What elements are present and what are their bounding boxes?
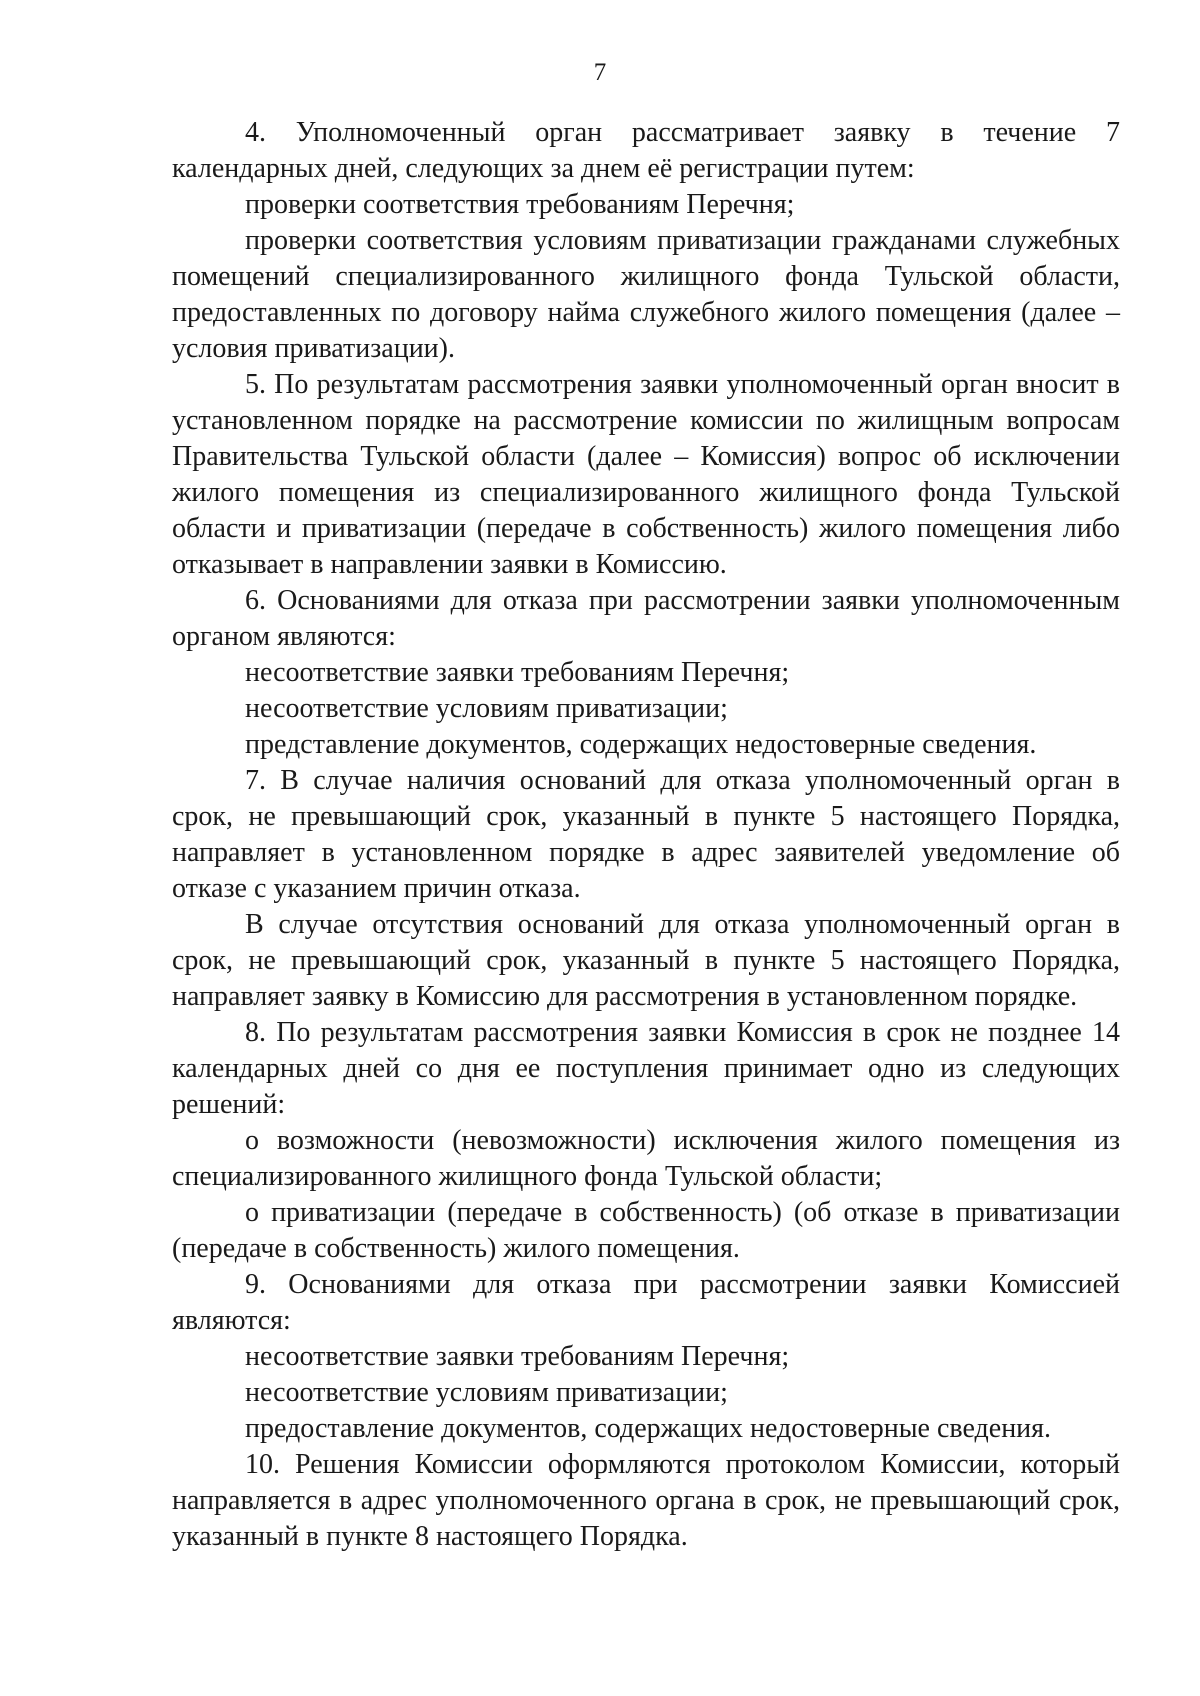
paragraph-refusal-ground-2: несоответствие условиям приватизации; bbox=[245, 693, 728, 724]
page-number: 7 bbox=[593, 59, 607, 86]
paragraph-item-6: 6. Основаниями для отказа при рассмотрении заявки уполномоченным органом являются: bbox=[172, 585, 1120, 652]
paragraph-decision-2: о приватизации (передаче в собственность) (об отказе в приватизации (передаче в собственность) жилого помещения. bbox=[172, 1197, 1120, 1264]
paragraph-item-8: 8. По результатам рассмотрения заявки Комиссия в срок не позднее 14 календарных дней со дня ее поступления принимает одно из следующих решений: bbox=[172, 1017, 1120, 1120]
paragraph-commission-ground-3: предоставление документов, содержащих недостоверные сведения. bbox=[245, 1413, 1052, 1444]
paragraph-item-7: 7. В случае наличия оснований для отказа уполномоченный орган в срок, не превышающий срок, указанный в пункте 5 настоящего Порядка, направляет в установленном порядке в адрес заявителей уведомление об отказе с указанием причин отказа. bbox=[172, 765, 1120, 904]
paragraph-item-9: 9. Основаниями для отказа при рассмотрении заявки Комиссией являются: bbox=[172, 1269, 1120, 1336]
paragraph-no-refusal-case: В случае отсутствия оснований для отказа уполномоченный орган в срок, не превышающий срок, указанный в пункте 5 настоящего Порядка, направляет заявку в Комиссию для рассмотрения в установленном порядке. bbox=[172, 909, 1120, 1012]
paragraph-check-privatization: проверки соответствия условиям приватизации гражданами служебных помещений специализированного жилищного фонда Тульской области, предоставленных по договору найма служебного жилого помещения (далее – условия приватизации). bbox=[172, 225, 1120, 364]
paragraph-commission-ground-1: несоответствие заявки требованиям Перечня; bbox=[245, 1341, 790, 1372]
paragraph-refusal-ground-3: представление документов, содержащих недостоверные сведения. bbox=[245, 729, 1037, 760]
paragraph-refusal-ground-1: несоответствие заявки требованиям Перечня; bbox=[245, 657, 790, 688]
paragraph-item-10: 10. Решения Комиссии оформляются протоколом Комиссии, который направляется в адрес уполномоченного органа в срок, не превышающий срок, указанный в пункте 8 настоящего Порядка. bbox=[172, 1449, 1120, 1552]
paragraph-decision-1: о возможности (невозможности) исключения жилого помещения из специализированного жилищного фонда Тульской области; bbox=[172, 1125, 1120, 1192]
paragraph-item-4: 4. Уполномоченный орган рассматривает заявку в течение 7 календарных дней, следующих за днем её регистрации путем: bbox=[172, 117, 1120, 184]
paragraph-check-list: проверки соответствия требованиям Перечня; bbox=[245, 189, 795, 220]
paragraph-commission-ground-2: несоответствие условиям приватизации; bbox=[245, 1377, 728, 1408]
paragraph-item-5: 5. По результатам рассмотрения заявки уполномоченный орган вносит в установленном порядке на рассмотрение комиссии по жилищным вопросам Правительства Тульской области (далее – Комиссия) вопрос об исключении жилого помещения из специализированного жилищного фонда Тульской области и приватизации (передаче в собственность) жилого помещения либо отказывает в направлении заявки в Комиссию. bbox=[172, 369, 1120, 580]
document-body bbox=[172, 115, 1120, 1555]
